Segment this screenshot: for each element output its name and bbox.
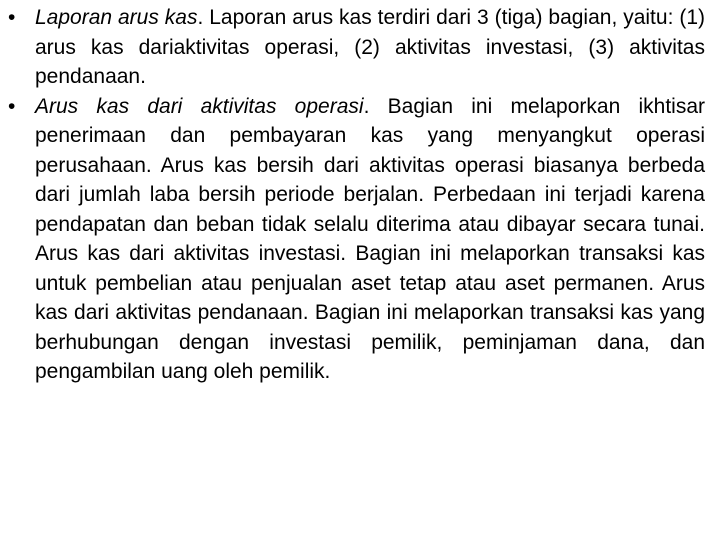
bullet-lead-term: Arus kas dari aktivitas operasi xyxy=(35,94,364,118)
bullet-body-text: Laporan arus kas terdiri dari 3 (tiga) bagian, yaitu: (1) arus kas dariaktivitas operasi, (2) aktivitas investasi, (3) aktivitas pendanaan. xyxy=(35,6,705,88)
bullet-lead-suffix: . xyxy=(363,94,370,118)
bullet-lead-term: Laporan arus kas xyxy=(35,6,198,29)
bullet-body-text: Bagian ini melaporkan ikhtisar penerimaan dan pembayaran kas yang menyangkut operasi perusahaan. Arus kas bersih dari aktivitas operasi biasanya berbeda dari jumlah laba bersih periode berjalan. Perbedaan ini terjadi karena pendapatan dan beban tidak selalu diterima atau dibayar secara tunai. Arus kas dari aktivitas investasi. Bagian ini melaporkan transaksi kas untuk pembelian atau penjualan aset tetap atau aset permanen. Arus kas dari aktivitas pendanaan. Bagian ini melaporkan transaksi kas yang berhubungan dengan investasi pemilik, peminjaman dana, dan pengambilan uang oleh pemilik. xyxy=(35,94,705,383)
bullet-marker: • xyxy=(8,6,16,29)
bullet-laporan-arus-kas xyxy=(8,3,705,92)
bullet-lead-suffix: . xyxy=(197,6,204,29)
bullet-marker: • xyxy=(8,94,16,118)
bullet-arus-kas-operasi xyxy=(8,92,705,387)
bullet-list xyxy=(8,3,705,387)
